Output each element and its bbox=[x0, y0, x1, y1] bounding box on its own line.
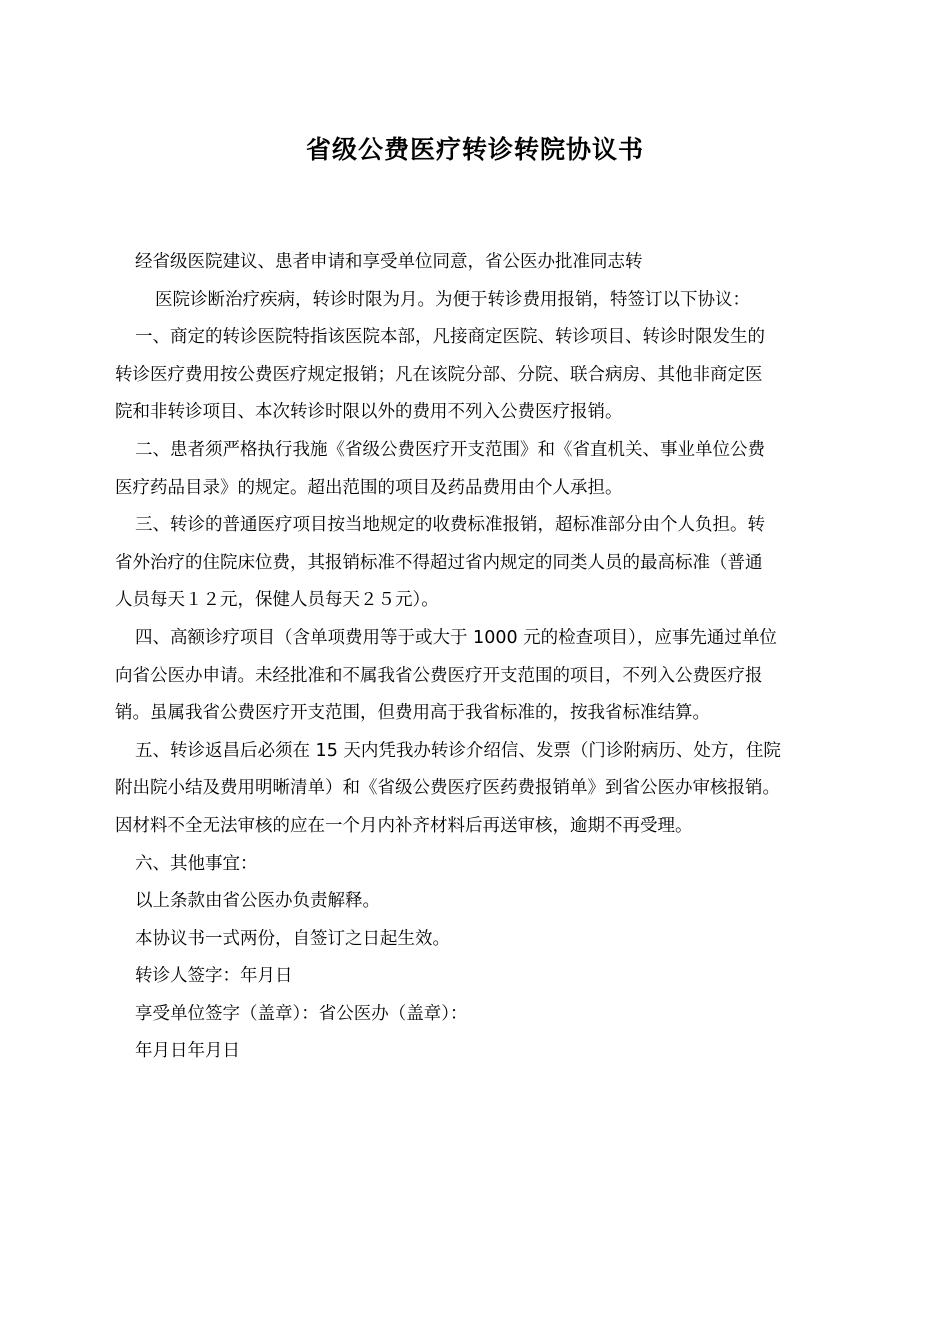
clause-line: 因材料不全无法审核的应在一个月内补齐材料后再送审核，逾期不再受理。 bbox=[115, 815, 693, 836]
clause-5 bbox=[115, 733, 845, 846]
clause-line: 院和非转诊项目、本次转诊时限以外的费用不列入公费医疗报销。 bbox=[115, 402, 623, 423]
clause-line: 向省公医办申请。未经批准和不属我省公费医疗开支范围的项目，不列入公费医疗报 bbox=[115, 665, 763, 686]
clause-6: 六、其他事宜： bbox=[135, 853, 258, 874]
clause-line: 一、商定的转诊医院特指该医院本部，凡接商定医院、转诊项目、转诊时限发生的 bbox=[135, 327, 765, 348]
clause-3 bbox=[115, 507, 845, 620]
clause-line: 销。虽属我省公费医疗开支范围，但费用高于我省标准的，按我省标准结算。 bbox=[115, 703, 710, 724]
clause-line: 省外治疗的住院床位费，其报销标准不得超过省内规定的同类人员的最高标准（普通 bbox=[115, 552, 763, 573]
document-title: 省级公费医疗转诊转院协议书 bbox=[305, 135, 644, 164]
intro-line: 经省级医院建议、患者申请和享受单位同意，省公医办批准同志转 bbox=[135, 252, 643, 272]
clause-line: 四、高额诊疗项目（含单项费用等于或大于 1000 元的检查项目），应事先通过单位 bbox=[135, 627, 777, 648]
clause-line: 五、转诊返昌后必须在 15 天内凭我办转诊介绍信、发票（门诊附病历、处方，住院 bbox=[135, 740, 781, 761]
note-effective: 本协议书一式两份，自签订之日起生效。 bbox=[135, 928, 450, 949]
signature-patient: 转诊人签字：年月日 bbox=[135, 966, 293, 987]
clause-line: 附出院小结及费用明晰清单）和《省级公费医疗医药费报销单》到省公医办审核报销。 bbox=[115, 778, 780, 799]
intro-paragraph bbox=[115, 244, 845, 319]
clause-2 bbox=[115, 432, 845, 507]
clause-1 bbox=[115, 319, 845, 432]
clause-line: 转诊医疗费用按公费医疗规定报销；凡在该院分部、分院、联合病房、其他非商定医 bbox=[115, 364, 763, 385]
document-body bbox=[115, 244, 845, 1071]
intro-line: 医院诊断治疗疾病，转诊时限为月。为便于转诊费用报销，特签订以下协议： bbox=[155, 289, 750, 310]
clause-line: 人员每天１２元，保健人员每天２５元）。 bbox=[115, 590, 439, 611]
clause-4 bbox=[115, 620, 845, 733]
note-interpretation: 以上条款由省公医办负责解释。 bbox=[135, 891, 380, 912]
signature-units: 享受单位签字（盖章）：省公医办（盖章）： bbox=[135, 1003, 468, 1024]
signature-dates: 年月日年月日 bbox=[135, 1041, 240, 1062]
clause-line: 三、转诊的普通医疗项目按当地规定的收费标准报销，超标准部分由个人负担。转 bbox=[135, 515, 765, 536]
clause-line: 二、患者须严格执行我施《省级公费医疗开支范围》和《省直机关、事业单位公费 bbox=[135, 439, 765, 460]
clause-line: 医疗药品目录》的规定。超出范围的项目及药品费用由个人承担。 bbox=[115, 477, 623, 498]
